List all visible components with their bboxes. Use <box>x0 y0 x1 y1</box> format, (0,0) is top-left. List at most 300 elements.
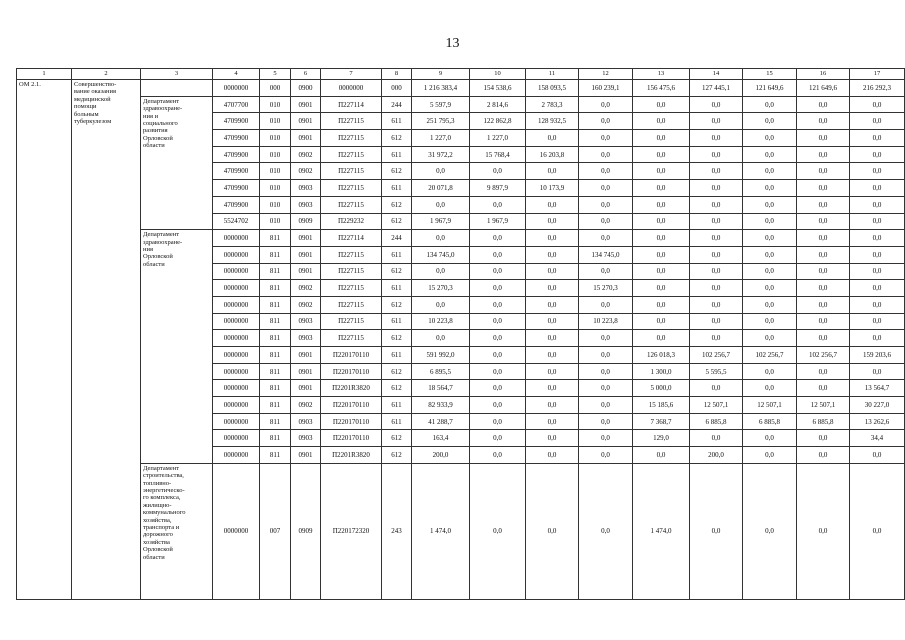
cell-value: 0,0 <box>850 213 905 230</box>
cell-value: 0,0 <box>743 430 797 447</box>
cell-value: 1 216 383,4 <box>412 80 470 97</box>
column-number: 12 <box>579 69 633 80</box>
cell-value: 611 <box>382 413 412 430</box>
cell-value: 134 745,0 <box>412 246 470 263</box>
cell-value: 0,0 <box>470 397 526 414</box>
column-number: 11 <box>526 69 579 80</box>
cell-value: 0,0 <box>579 263 633 280</box>
cell-value: 12 507,1 <box>797 397 850 414</box>
cell-value: 0,0 <box>526 380 579 397</box>
cell-value: 6 885,8 <box>743 413 797 430</box>
cell-value: 0,0 <box>579 180 633 197</box>
cell-value: 811 <box>260 263 291 280</box>
cell-value: 0903 <box>291 330 321 347</box>
cell-value: 0,0 <box>633 296 690 313</box>
cell-value: 0,0 <box>690 230 743 247</box>
department-name: Департамент здравоохране- ния Орловской области <box>141 230 213 464</box>
cell-value: 15 185,6 <box>633 397 690 414</box>
cell-value: 811 <box>260 230 291 247</box>
cell-value: 0,0 <box>470 313 526 330</box>
cell-value: 0,0 <box>743 180 797 197</box>
cell-value: 0,0 <box>579 380 633 397</box>
cell-value: 0,0 <box>579 397 633 414</box>
cell-value: 0,0 <box>633 263 690 280</box>
cell-value: П220170110 <box>321 397 382 414</box>
table-row <box>17 463 905 599</box>
cell-value: 0900 <box>291 80 321 97</box>
cell-value: 811 <box>260 363 291 380</box>
cell-value: 0000000 <box>213 397 260 414</box>
cell-value: 244 <box>382 230 412 247</box>
cell-value: 0,0 <box>526 413 579 430</box>
cell-value: 10 223,8 <box>412 313 470 330</box>
cell-value: 0000000 <box>213 347 260 364</box>
cell-value: 0,0 <box>633 330 690 347</box>
cell-value: 010 <box>260 163 291 180</box>
cell-value: 0,0 <box>797 313 850 330</box>
column-number: 16 <box>797 69 850 80</box>
cell-value: 159 203,6 <box>850 347 905 364</box>
cell-value: 0,0 <box>743 130 797 147</box>
cell-value: 0,0 <box>470 196 526 213</box>
table-row <box>17 80 905 97</box>
cell-value: 6 895,5 <box>412 363 470 380</box>
cell-value: 1 474,0 <box>412 463 470 599</box>
cell-value: П227115 <box>321 130 382 147</box>
cell-value: 2 783,3 <box>526 96 579 113</box>
cell-value: 0,0 <box>526 196 579 213</box>
department-empty-cell <box>141 80 213 97</box>
cell-value: 0,0 <box>690 330 743 347</box>
cell-value: 010 <box>260 96 291 113</box>
cell-value: 0,0 <box>850 363 905 380</box>
cell-value: 010 <box>260 180 291 197</box>
cell-value: 156 475,6 <box>633 80 690 97</box>
cell-value: 0903 <box>291 430 321 447</box>
cell-value: 0,0 <box>797 146 850 163</box>
cell-value: П227114 <box>321 96 382 113</box>
cell-value: 0,0 <box>850 330 905 347</box>
cell-value: 0,0 <box>526 263 579 280</box>
cell-value: 0000000 <box>213 413 260 430</box>
cell-value: 0,0 <box>797 380 850 397</box>
cell-value: П227115 <box>321 113 382 130</box>
cell-value: 0,0 <box>579 413 633 430</box>
cell-value: 0,0 <box>690 146 743 163</box>
cell-value: 121 649,6 <box>743 80 797 97</box>
cell-value: 102 256,7 <box>797 347 850 364</box>
cell-value: 0,0 <box>579 347 633 364</box>
cell-value: П227115 <box>321 313 382 330</box>
cell-value: 154 538,6 <box>470 80 526 97</box>
column-number: 3 <box>141 69 213 80</box>
cell-value: 612 <box>382 196 412 213</box>
cell-value: 0,0 <box>850 313 905 330</box>
cell-value: 0902 <box>291 296 321 313</box>
cell-value: 0,0 <box>850 296 905 313</box>
cell-value: П227115 <box>321 263 382 280</box>
cell-value: 0902 <box>291 397 321 414</box>
cell-value: 612 <box>382 130 412 147</box>
cell-value: 0901 <box>291 246 321 263</box>
cell-value: П227115 <box>321 146 382 163</box>
cell-value: 0,0 <box>743 113 797 130</box>
cell-value: 0,0 <box>633 146 690 163</box>
cell-value: 0,0 <box>743 196 797 213</box>
cell-value: 0000000 <box>213 80 260 97</box>
column-number: 14 <box>690 69 743 80</box>
cell-value: 0901 <box>291 363 321 380</box>
cell-value: П227115 <box>321 196 382 213</box>
cell-value: 612 <box>382 213 412 230</box>
cell-value: 611 <box>382 347 412 364</box>
cell-value: 0902 <box>291 163 321 180</box>
cell-value: 31 972,2 <box>412 146 470 163</box>
cell-value: 4709900 <box>213 146 260 163</box>
column-number: 13 <box>633 69 690 80</box>
cell-value: 811 <box>260 280 291 297</box>
cell-value: П227115 <box>321 246 382 263</box>
cell-value: 0,0 <box>797 330 850 347</box>
cell-value: 0,0 <box>633 246 690 263</box>
cell-value: 0,0 <box>743 380 797 397</box>
cell-value: 0,0 <box>633 196 690 213</box>
cell-value: 20 071,8 <box>412 180 470 197</box>
cell-value: 0,0 <box>743 463 797 599</box>
cell-value: 0,0 <box>526 347 579 364</box>
cell-value: 0000000 <box>213 263 260 280</box>
cell-value: 612 <box>382 447 412 464</box>
cell-value: 0,0 <box>633 163 690 180</box>
column-number: 8 <box>382 69 412 80</box>
cell-value: 243 <box>382 463 412 599</box>
cell-value: 5524702 <box>213 213 260 230</box>
cell-value: 4707700 <box>213 96 260 113</box>
cell-value: 0,0 <box>850 246 905 263</box>
cell-value: 0,0 <box>797 180 850 197</box>
cell-value: 0,0 <box>470 413 526 430</box>
cell-value: 0000000 <box>213 280 260 297</box>
cell-value: 0000000 <box>213 380 260 397</box>
cell-value: 0901 <box>291 113 321 130</box>
cell-value: 1 227,0 <box>470 130 526 147</box>
cell-value: 0,0 <box>850 280 905 297</box>
cell-value: 0,0 <box>690 280 743 297</box>
cell-value: 0,0 <box>579 330 633 347</box>
cell-value: 0,0 <box>850 163 905 180</box>
cell-value: 102 256,7 <box>690 347 743 364</box>
cell-value: 0909 <box>291 213 321 230</box>
cell-value: 0,0 <box>743 313 797 330</box>
measure-code: ОМ 2.1. <box>17 80 72 600</box>
cell-value: 0,0 <box>526 313 579 330</box>
cell-value: 0,0 <box>797 113 850 130</box>
cell-value: 0,0 <box>797 163 850 180</box>
cell-value: 0,0 <box>797 230 850 247</box>
cell-value: 0,0 <box>690 313 743 330</box>
cell-value: 612 <box>382 163 412 180</box>
cell-value: П229232 <box>321 213 382 230</box>
column-number: 1 <box>17 69 72 80</box>
cell-value: 0,0 <box>743 163 797 180</box>
cell-value: 0000000 <box>213 430 260 447</box>
cell-value: 0901 <box>291 230 321 247</box>
cell-value: 0,0 <box>526 447 579 464</box>
cell-value: 0901 <box>291 447 321 464</box>
cell-value: 0,0 <box>412 196 470 213</box>
cell-value: П220170110 <box>321 363 382 380</box>
cell-value: 0,0 <box>633 180 690 197</box>
cell-value: 0,0 <box>633 96 690 113</box>
cell-value: 0,0 <box>579 146 633 163</box>
cell-value: 0,0 <box>850 180 905 197</box>
department-name: Департамент здравоохране- ния и социального развития Орловской области <box>141 96 213 230</box>
cell-value: 0,0 <box>579 196 633 213</box>
cell-value: 0,0 <box>526 130 579 147</box>
cell-value: 0,0 <box>526 230 579 247</box>
budget-table <box>16 68 905 600</box>
cell-value: 5 595,5 <box>690 363 743 380</box>
cell-value: 0,0 <box>526 430 579 447</box>
cell-value: 0,0 <box>579 96 633 113</box>
cell-value: 4709900 <box>213 113 260 130</box>
cell-value: 0,0 <box>470 163 526 180</box>
cell-value: 000 <box>382 80 412 97</box>
cell-value: 10 223,8 <box>579 313 633 330</box>
cell-value: 0,0 <box>797 213 850 230</box>
cell-value: 9 897,9 <box>470 180 526 197</box>
cell-value: 0,0 <box>797 463 850 599</box>
column-number: 6 <box>291 69 321 80</box>
cell-value: 15 270,3 <box>412 280 470 297</box>
cell-value: 0,0 <box>743 263 797 280</box>
cell-value: 0,0 <box>526 280 579 297</box>
cell-value: 160 239,1 <box>579 80 633 97</box>
cell-value: 811 <box>260 447 291 464</box>
cell-value: 0,0 <box>690 130 743 147</box>
cell-value: 611 <box>382 280 412 297</box>
cell-value: 811 <box>260 313 291 330</box>
cell-value: 0902 <box>291 146 321 163</box>
cell-value: 0,0 <box>797 430 850 447</box>
cell-value: 129,0 <box>633 430 690 447</box>
cell-value: 0,0 <box>579 163 633 180</box>
cell-value: 0,0 <box>526 296 579 313</box>
cell-value: 0000000 <box>213 313 260 330</box>
cell-value: 5 000,0 <box>633 380 690 397</box>
cell-value: 0,0 <box>470 430 526 447</box>
cell-value: 0,0 <box>743 146 797 163</box>
cell-value: 0,0 <box>470 263 526 280</box>
cell-value: 4709900 <box>213 196 260 213</box>
cell-value: 0,0 <box>743 280 797 297</box>
cell-value: 216 292,3 <box>850 80 905 97</box>
table-row <box>17 230 905 247</box>
cell-value: 0,0 <box>526 463 579 599</box>
cell-value: 0,0 <box>850 230 905 247</box>
cell-value: 0901 <box>291 96 321 113</box>
cell-value: 611 <box>382 246 412 263</box>
header-row <box>17 69 905 80</box>
cell-value: 0,0 <box>470 280 526 297</box>
cell-value: 0,0 <box>526 213 579 230</box>
cell-value: 122 862,8 <box>470 113 526 130</box>
cell-value: 010 <box>260 196 291 213</box>
cell-value: 612 <box>382 263 412 280</box>
cell-value: 0,0 <box>579 296 633 313</box>
cell-value: 12 507,1 <box>743 397 797 414</box>
cell-value: 811 <box>260 397 291 414</box>
cell-value: 16 203,8 <box>526 146 579 163</box>
cell-value: 0,0 <box>526 246 579 263</box>
cell-value: 0,0 <box>470 363 526 380</box>
cell-value: 0,0 <box>579 130 633 147</box>
cell-value: 15 270,3 <box>579 280 633 297</box>
cell-value: 0,0 <box>850 463 905 599</box>
column-number: 15 <box>743 69 797 80</box>
cell-value: 811 <box>260 413 291 430</box>
cell-value: 7 368,7 <box>633 413 690 430</box>
cell-value: 0,0 <box>690 196 743 213</box>
table-row <box>17 96 905 113</box>
cell-value: 1 967,9 <box>412 213 470 230</box>
cell-value: 0,0 <box>470 347 526 364</box>
cell-value: 0,0 <box>470 296 526 313</box>
cell-value: 30 227,0 <box>850 397 905 414</box>
cell-value: 0903 <box>291 196 321 213</box>
cell-value: 0,0 <box>633 447 690 464</box>
cell-value: 611 <box>382 397 412 414</box>
cell-value: 0903 <box>291 180 321 197</box>
cell-value: 612 <box>382 430 412 447</box>
page-number: 13 <box>445 36 460 51</box>
cell-value: 811 <box>260 330 291 347</box>
cell-value: 0,0 <box>412 330 470 347</box>
cell-value: 0,0 <box>470 330 526 347</box>
cell-value: 0,0 <box>470 230 526 247</box>
cell-value: 0,0 <box>526 397 579 414</box>
cell-value: 0,0 <box>797 296 850 313</box>
cell-value: 007 <box>260 463 291 599</box>
cell-value: 0000000 <box>213 296 260 313</box>
cell-value: 0902 <box>291 280 321 297</box>
cell-value: 2 814,6 <box>470 96 526 113</box>
cell-value: 0,0 <box>690 430 743 447</box>
cell-value: 591 992,0 <box>412 347 470 364</box>
column-number: 10 <box>470 69 526 80</box>
cell-value: П220172320 <box>321 463 382 599</box>
cell-value: 126 018,3 <box>633 347 690 364</box>
cell-value: 0,0 <box>526 363 579 380</box>
cell-value: 0,0 <box>850 263 905 280</box>
cell-value: 158 093,5 <box>526 80 579 97</box>
cell-value: 0,0 <box>797 280 850 297</box>
cell-value: 010 <box>260 146 291 163</box>
cell-value: 244 <box>382 96 412 113</box>
department-name: Департамент строительства, топливно- энергетическо- го комплекса, жилищно- коммунального хозяйства, транспорта и дорожного хозяйства Орловской области <box>141 463 213 599</box>
cell-value: 811 <box>260 430 291 447</box>
cell-value: 0,0 <box>579 113 633 130</box>
cell-value: 0,0 <box>690 96 743 113</box>
cell-value: 611 <box>382 180 412 197</box>
cell-value: 4709900 <box>213 180 260 197</box>
cell-value: 0,0 <box>690 246 743 263</box>
cell-value: 0,0 <box>579 363 633 380</box>
cell-value: 0,0 <box>579 447 633 464</box>
cell-value: 0,0 <box>797 96 850 113</box>
cell-value: 0909 <box>291 463 321 599</box>
cell-value: 0,0 <box>579 463 633 599</box>
cell-value: 0,0 <box>743 96 797 113</box>
cell-value: 6 885,8 <box>690 413 743 430</box>
cell-value: 134 745,0 <box>579 246 633 263</box>
cell-value: 612 <box>382 330 412 347</box>
cell-value: 0000000 <box>213 230 260 247</box>
cell-value: 4709900 <box>213 163 260 180</box>
cell-value: 200,0 <box>412 447 470 464</box>
cell-value: 0,0 <box>470 463 526 599</box>
cell-value: 41 288,7 <box>412 413 470 430</box>
cell-value: 127 445,1 <box>690 80 743 97</box>
cell-value: 811 <box>260 296 291 313</box>
cell-value: 0,0 <box>850 130 905 147</box>
cell-value: 0,0 <box>850 113 905 130</box>
cell-value: 0,0 <box>690 263 743 280</box>
cell-value: 0,0 <box>797 130 850 147</box>
cell-value: 0000000 <box>213 447 260 464</box>
cell-value: 0,0 <box>579 430 633 447</box>
cell-value: П227115 <box>321 330 382 347</box>
cell-value: 010 <box>260 113 291 130</box>
cell-value: 0,0 <box>412 230 470 247</box>
cell-value: П227115 <box>321 163 382 180</box>
cell-value: 0,0 <box>850 196 905 213</box>
cell-value: 0,0 <box>850 447 905 464</box>
cell-value: 163,4 <box>412 430 470 447</box>
measure-name: Совершенство- вание оказания медицинской помощи больным туберкулезом <box>72 80 141 600</box>
cell-value: 0,0 <box>633 230 690 247</box>
cell-value: 612 <box>382 296 412 313</box>
cell-value: 0,0 <box>690 113 743 130</box>
cell-value: 0901 <box>291 347 321 364</box>
cell-value: 612 <box>382 363 412 380</box>
cell-value: 0,0 <box>470 447 526 464</box>
cell-value: 0,0 <box>579 213 633 230</box>
cell-value: 13 564,7 <box>850 380 905 397</box>
cell-value: 0,0 <box>412 263 470 280</box>
cell-value: 121 649,6 <box>797 80 850 97</box>
column-number: 2 <box>72 69 141 80</box>
cell-value: 0,0 <box>633 113 690 130</box>
cell-value: 0,0 <box>526 330 579 347</box>
cell-value: 0,0 <box>633 130 690 147</box>
column-number: 9 <box>412 69 470 80</box>
cell-value: 4709900 <box>213 130 260 147</box>
cell-value: 12 507,1 <box>690 397 743 414</box>
column-number: 5 <box>260 69 291 80</box>
cell-value: 0903 <box>291 413 321 430</box>
cell-value: 0000000 <box>213 363 260 380</box>
cell-value: 0000000 <box>213 330 260 347</box>
cell-value: 18 564,7 <box>412 380 470 397</box>
cell-value: 0000000 <box>321 80 382 97</box>
cell-value: П220170110 <box>321 430 382 447</box>
cell-value: 811 <box>260 347 291 364</box>
cell-value: 0000000 <box>213 463 260 599</box>
cell-value: 0901 <box>291 263 321 280</box>
cell-value: 811 <box>260 380 291 397</box>
cell-value: 34,4 <box>850 430 905 447</box>
